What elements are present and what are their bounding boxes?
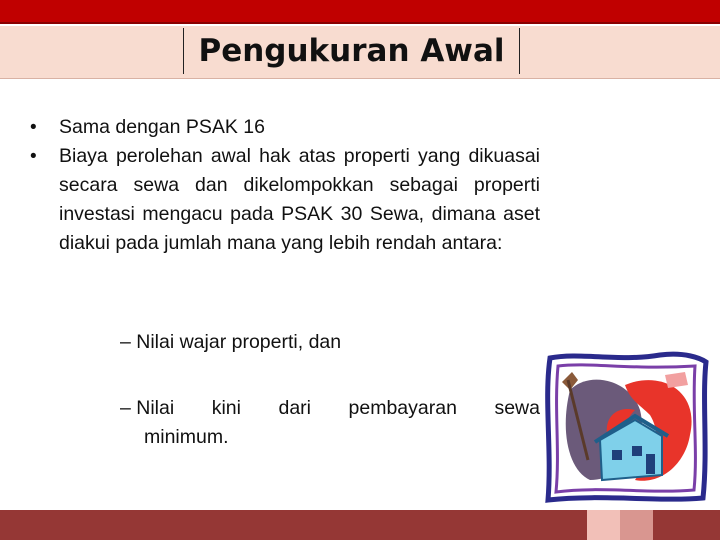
sub-item-fair-value: – Nilai wajar properti, dan: [120, 331, 342, 353]
top-accent-bar: [0, 0, 720, 24]
bullet-item: [28, 113, 540, 142]
sub-item-present-value: [120, 394, 540, 452]
sub-item-word: dari: [278, 397, 312, 419]
sub-item-word: pembayaran: [348, 397, 457, 419]
sub-item-word: sewa: [494, 397, 540, 419]
sub-item-word: kini: [211, 397, 241, 419]
footer-segment: [653, 510, 720, 540]
footer-segment: [620, 510, 653, 540]
bullet-dot-icon: •: [30, 146, 37, 167]
title-box: [183, 28, 520, 74]
slide-title: Pengukuran Awal: [198, 33, 505, 69]
bullet-dot-icon: •: [30, 117, 37, 138]
bullet-item: [28, 142, 540, 258]
footer-segment: [0, 510, 587, 540]
bullet-text: Sama dengan PSAK 16: [59, 116, 265, 138]
sub-item-line: [120, 394, 540, 423]
footer-bar: [0, 510, 720, 540]
bullet-text: Biaya perolehan awal hak atas properti yang dikuasai secara sewa dan dikelompokkan sebagai properti investasi mengacu pada PSAK 30 Sewa, dimana aset diakui pada jumlah mana yang lebih rendah antara:: [59, 145, 540, 254]
footer-segment: [587, 510, 620, 540]
bullet-list-container: [28, 113, 540, 258]
sub-item-line: minimum.: [144, 426, 229, 448]
sub-item-word: – Nilai: [120, 397, 175, 419]
bullet-list: [28, 113, 540, 258]
house-clipart: [540, 350, 710, 505]
